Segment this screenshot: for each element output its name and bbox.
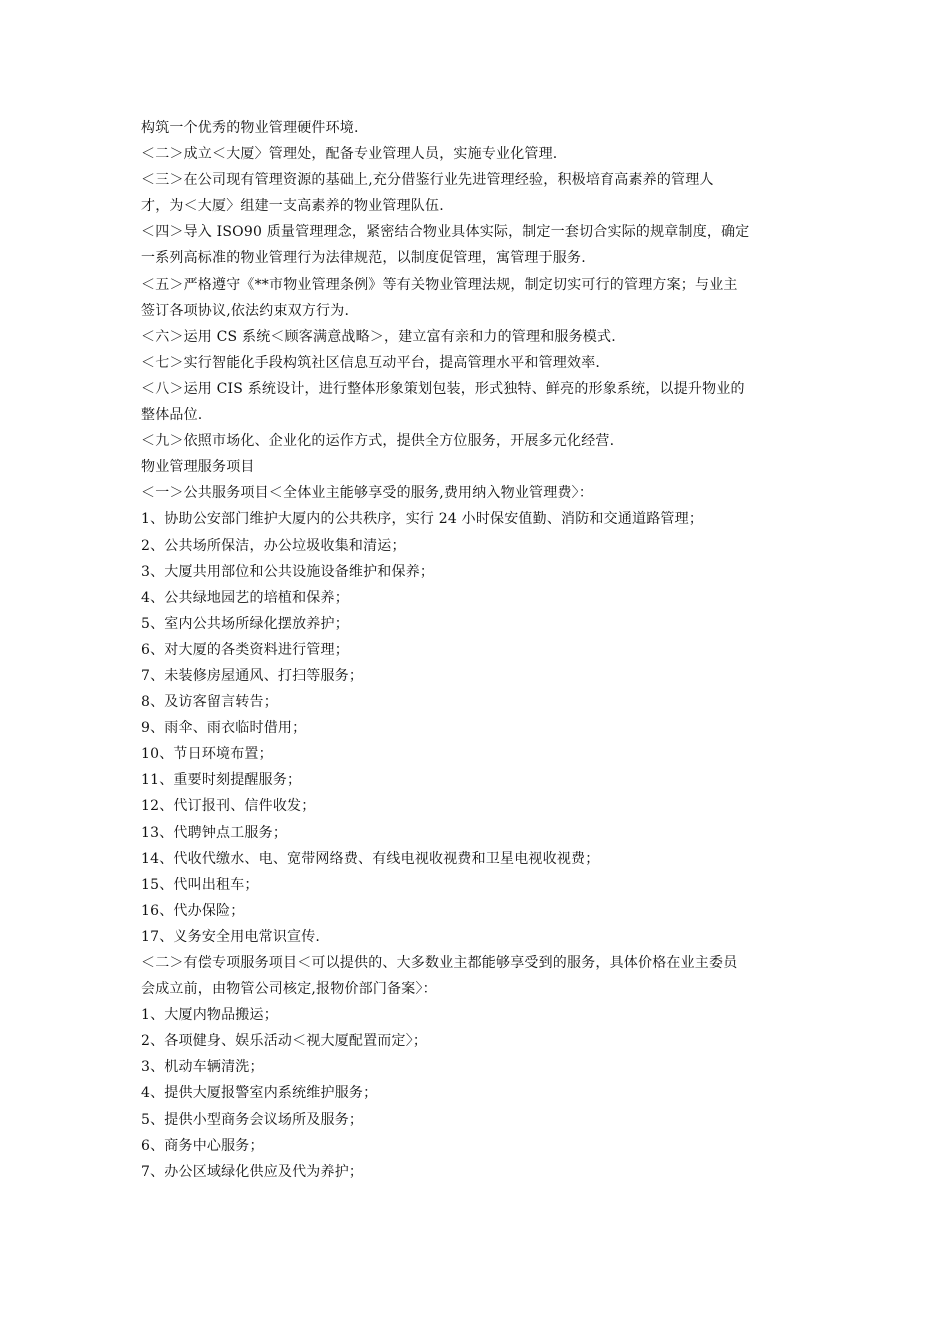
text-line: ＜八＞运用 CIS 系统设计，进行整体形象策划包装，形式独特、鲜亮的形象系统，以提升物业的 [141,380,745,397]
list-item: 9、雨伞、雨衣临时借用； [141,720,307,737]
list-item: 6、对大厦的各类资料进行管理； [141,641,349,658]
text-line: 签订各项协议,依法约束双方行为. [141,302,350,319]
list-item: 8、及访客留言转告； [141,694,278,711]
text-line: ＜七＞实行智能化手段构筑社区信息互动平台，提高管理水平和管理效率. [141,354,601,371]
text-line: ＜五＞严格遵守《**市物业管理条例》等有关物业管理法规，制定切实可行的管理方案；与业主 [141,276,738,293]
document-body [141,115,821,1185]
text-line: ＜四＞导入 ISO90 质量管理理念，紧密结合物业具体实际，制定一套切合实际的规章制度，确定 [141,224,750,241]
list-item: 13、代聘钟点工服务； [141,824,288,841]
list-item: 14、代收代缴水、电、宽带网络费、有线电视收视费和卫星电视收视费； [141,850,600,867]
list-item: 12、代订报刊、信件收发； [141,798,316,815]
list-item: 5、提供小型商务会议场所及服务； [141,1111,364,1128]
section-heading: 物业管理服务项目 [141,459,255,476]
list-item: 4、公共绿地园艺的培植和保养； [141,589,349,606]
list-item: 7、未装修房屋通风、打扫等服务； [141,667,364,684]
list-item: 3、大厦共用部位和公共设施设备维护和保养； [141,563,435,580]
list-item: 4、提供大厦报警室内系统维护服务； [141,1085,378,1102]
text-line: ＜一＞公共服务项目＜全体业主能够享受的服务,费用纳入物业管理费〉： [141,485,594,502]
list-item: 1、大厦内物品搬运； [141,1007,278,1024]
text-line: ＜二＞有偿专项服务项目＜可以提供的、大多数业主都能够享受到的服务，具体价格在业主委员 [141,955,738,971]
text-line: ＜九＞依照市场化、企业化的运作方式，提供全方位服务，开展多元化经营. [141,433,615,450]
list-item: 2、各项健身、娱乐活动＜视大厦配置而定〉； [141,1033,428,1050]
list-item: 15、代叫出租车； [141,876,259,893]
text-line: 一系列高标准的物业管理行为法律规范，以制度促管理，寓管理于服务. [141,250,586,267]
list-item: 6、商务中心服务； [141,1137,264,1154]
text-line: 会成立前，由物管公司核定,报物价部门备案〉： [141,981,437,998]
list-item: 5、室内公共场所绿化摆放养护； [141,615,349,632]
list-item: 10、节日环境布置； [141,746,273,763]
list-item: 7、办公区域绿化供应及代为养护； [141,1163,364,1180]
list-item: 11、重要时刻提醒服务； [141,772,302,789]
list-item: 17、义务安全用电常识宣传. [141,928,321,945]
text-line: 整体品位. [141,407,203,424]
list-item: 16、代办保险； [141,902,245,919]
list-item: 2、公共场所保洁，办公垃圾收集和清运； [141,537,406,554]
text-line: 构筑一个优秀的物业管理硬件环境. [141,120,359,136]
list-item: 1、协助公安部门维护大厦内的公共秩序，实行 24 小时保安值勤、消防和交通道路管理； [141,511,704,528]
list-item: 3、机动车辆清洗； [141,1059,264,1076]
text-line: ＜三＞在公司现有管理资源的基础上,充分借鉴行业先进管理经验，积极培育高素养的管理人 [141,172,714,189]
text-line: ＜二＞成立＜大厦〉管理处，配备专业管理人员，实施专业化管理. [141,146,558,163]
text-line: ＜六＞运用 CS 系统＜顾客满意战略＞，建立富有亲和力的管理和服务模式. [141,328,616,345]
text-line: 才，为＜大厦〉组建一支高素养的物业管理队伍. [141,198,444,215]
